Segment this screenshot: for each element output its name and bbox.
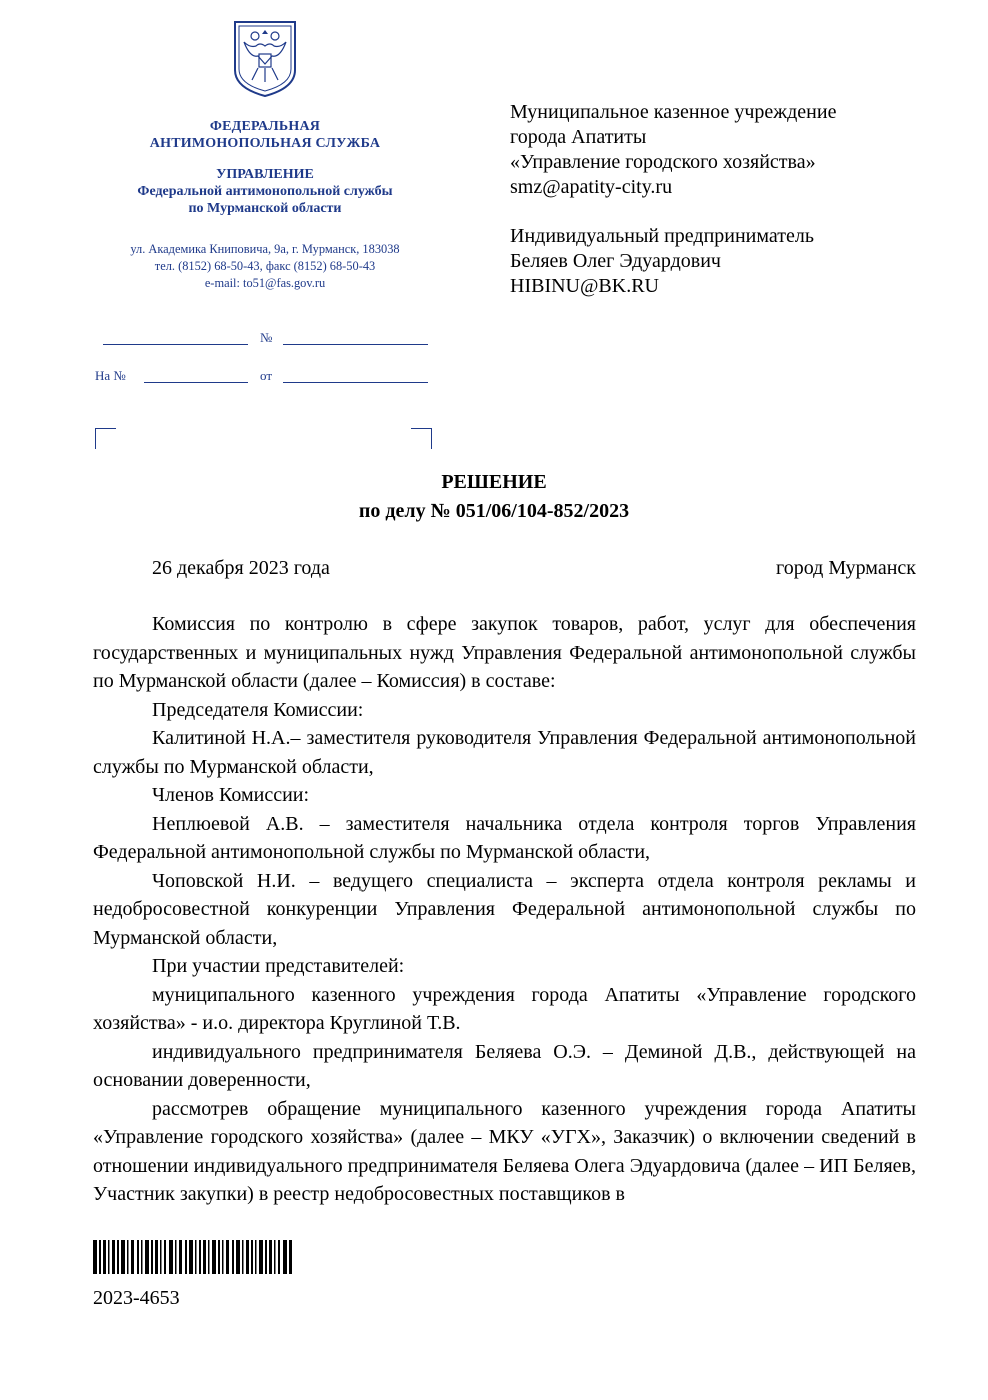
barcode-icon bbox=[93, 1240, 293, 1274]
decision-date: 26 декабря 2023 года bbox=[152, 557, 330, 579]
corner-mark-left bbox=[95, 428, 116, 449]
office-name-line1: УПРАВЛЕНИЕ bbox=[216, 167, 314, 182]
office-phone: тел. (8152) 68-50-43, факс (8152) 68-50-43 bbox=[154, 259, 376, 273]
recipient-email: smz@apatity-city.ru bbox=[510, 176, 673, 198]
coat-of-arms-icon bbox=[230, 18, 300, 100]
recipient-line: «Управление городского хозяйства» bbox=[510, 151, 816, 173]
paragraph: Чоповской Н.И. – ведущего специалиста – эксперта отдела контроля рекламы и недобросовестной конкуренции Управления Федеральной антимонопольной службы по Мурманской области, bbox=[93, 869, 916, 949]
reference-number-line bbox=[144, 382, 248, 383]
corner-mark-right bbox=[411, 428, 432, 449]
paragraph: рассмотрев обращение муниципального казенного учреждения города Апатиты «Управление городского хозяйства» (далее – МКУ «УГХ», Заказчик) о включении сведений в отношении индивидуального предпринимателя Беляева Олега Эдуардовича (далее – ИП Беляев, Участник закупки) в реестр недобросовестных поставщиков в bbox=[93, 1097, 916, 1205]
recipient-line: Индивидуальный предприниматель bbox=[510, 225, 814, 247]
number-label: № bbox=[260, 330, 273, 345]
case-number: по делу № 051/06/104-852/2023 bbox=[358, 500, 630, 522]
paragraph: индивидуального предпринимателя Беляева О.Э. – Деминой Д.В., действующей на основании доверенности, bbox=[93, 1040, 916, 1091]
document-body bbox=[93, 610, 916, 1209]
agency-name-line2: АНТИМОНОПОЛЬНАЯ СЛУЖБА bbox=[149, 136, 381, 151]
office-name-line2: Федеральной антимонопольной службы bbox=[137, 184, 393, 199]
reference-date-line bbox=[283, 382, 428, 383]
recipient-line: Муниципальное казенное учреждение bbox=[510, 101, 837, 123]
outgoing-date-line bbox=[103, 344, 248, 345]
document-title-block bbox=[0, 468, 988, 526]
reference-label: На № bbox=[95, 368, 126, 383]
office-email: e-mail: to51@fas.gov.ru bbox=[204, 276, 326, 290]
paragraph: Неплюевой А.В. – заместителя начальника отдела контроля торгов Управления Федеральной антимонопольной службы по Мурманской области, bbox=[93, 812, 916, 863]
office-name-line3: по Мурманской области bbox=[188, 201, 342, 216]
recipients-block bbox=[510, 100, 950, 299]
paragraph: Председателя Комиссии: bbox=[152, 698, 364, 721]
recipient-email: HIBINU@BK.RU bbox=[510, 275, 659, 297]
paragraph: Комиссия по контролю в сфере закупок товаров, работ, услуг для обеспечения государственных и муниципальных нужд Управления Федеральной антимонопольной службы по Мурманской области (далее – Комиссия) в составе: bbox=[93, 613, 916, 692]
paragraph: муниципального казенного учреждения города Апатиты «Управление городского хозяйства» - и.о. директора Круглиной Т.В. bbox=[93, 983, 916, 1034]
paragraph: Калитиной Н.А.– заместителя руководителя Управления Федеральной антимонопольной службы по Мурманской области, bbox=[93, 727, 916, 778]
recipient-line: города Апатиты bbox=[510, 126, 647, 148]
registration-number: 2023-4653 bbox=[93, 1287, 180, 1309]
from-label: от bbox=[260, 368, 273, 383]
decision-city: город Мурманск bbox=[776, 557, 916, 579]
document-title: РЕШЕНИЕ bbox=[441, 471, 547, 493]
paragraph: При участии представителей: bbox=[152, 955, 405, 977]
recipient-line: Беляев Олег Эдуардович bbox=[510, 250, 721, 272]
letterhead bbox=[95, 18, 435, 292]
office-address: ул. Академика Книповича, 9а, г. Мурманск, 183038 bbox=[130, 242, 400, 256]
outgoing-number-line bbox=[283, 344, 428, 345]
paragraph: Членов Комиссии: bbox=[152, 784, 310, 806]
agency-name-line1: ФЕДЕРАЛЬНАЯ bbox=[209, 119, 321, 134]
